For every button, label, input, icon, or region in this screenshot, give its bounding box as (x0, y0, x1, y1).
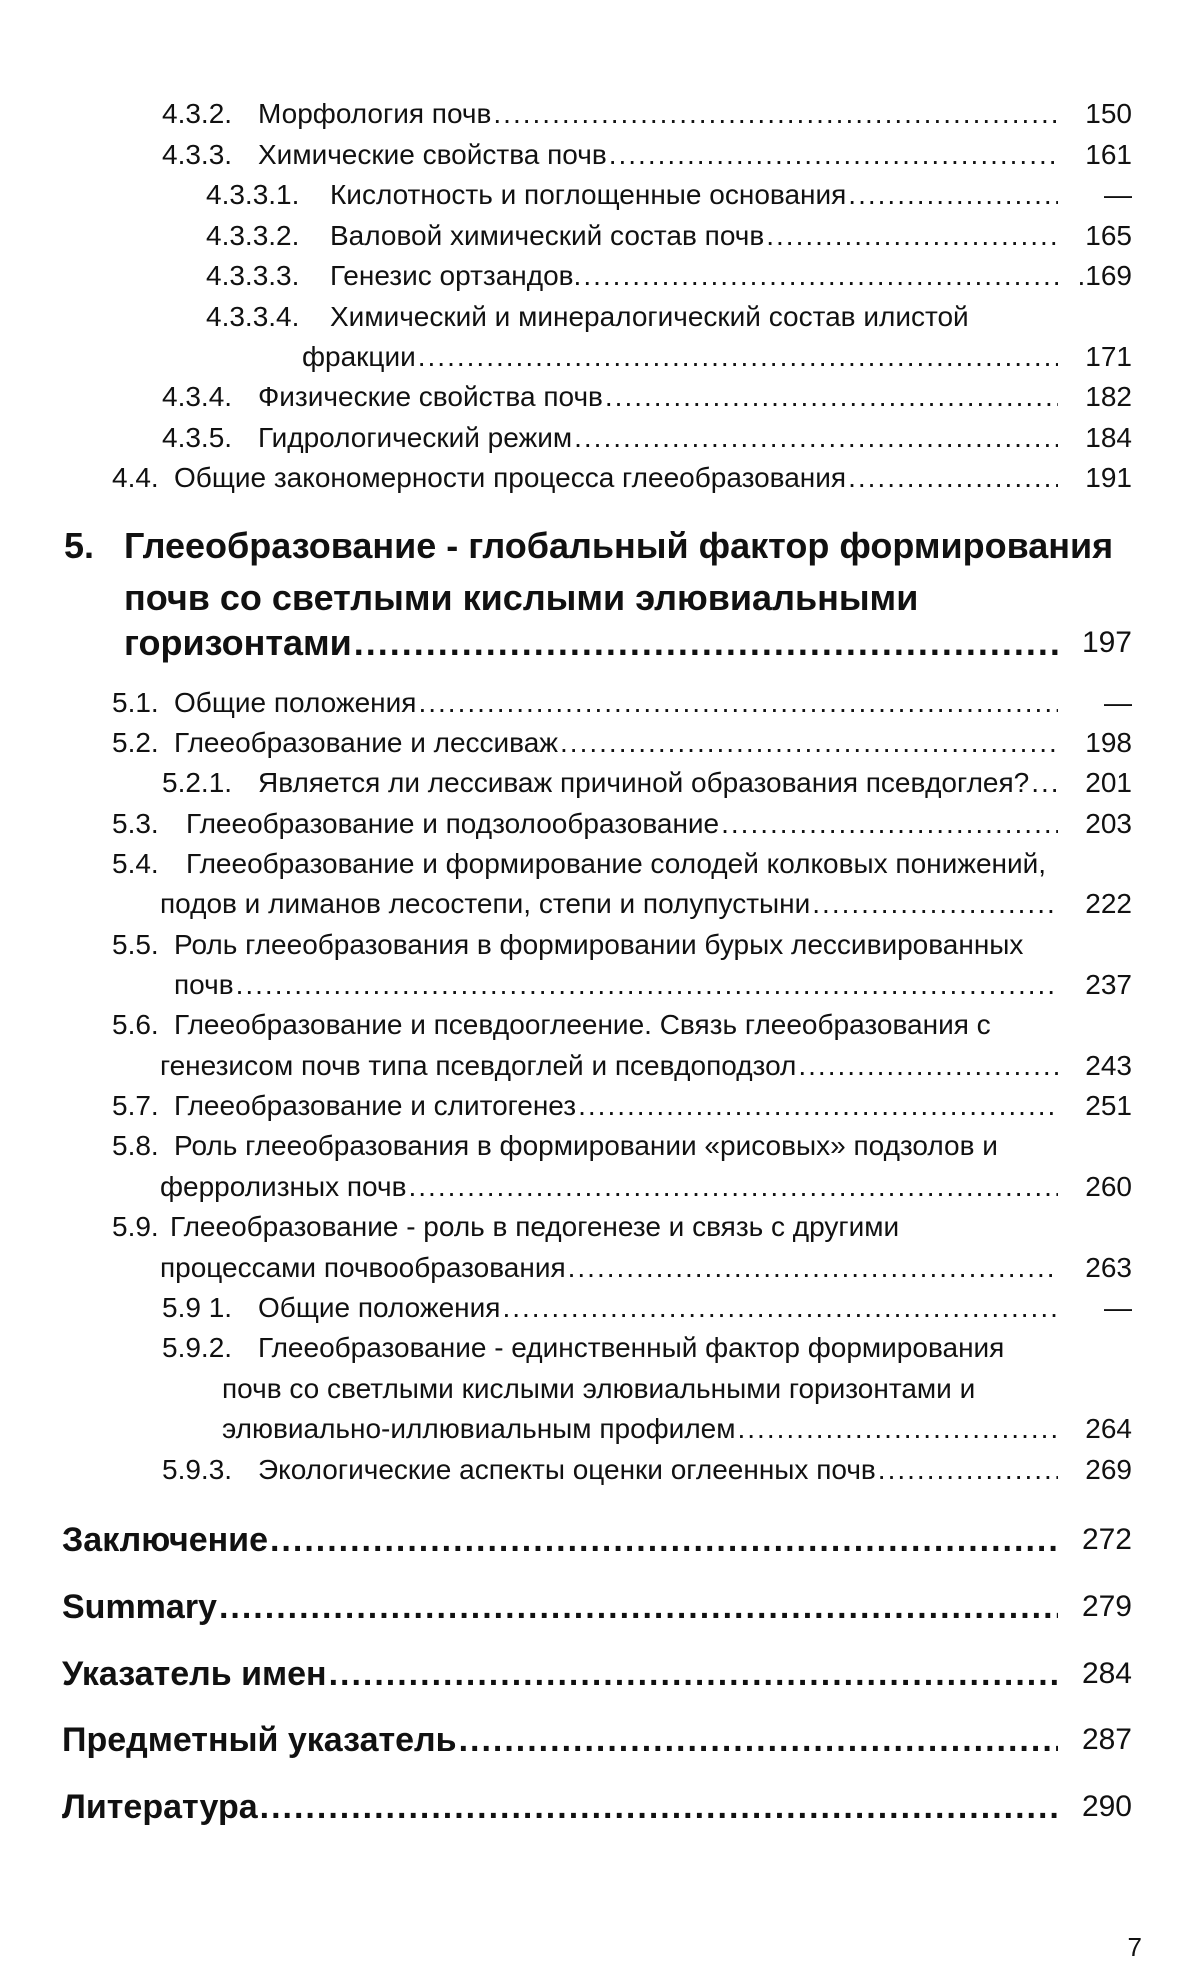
toc-page-number: 264 (1085, 1413, 1132, 1444)
dot-leader (848, 179, 1058, 211)
dot-leader (812, 888, 1058, 920)
toc-entry-title: Глееобразование и подзолообразование (186, 808, 720, 839)
toc-entry-title: почв (174, 969, 234, 1000)
toc-line (206, 256, 1058, 296)
toc-line (162, 1288, 1058, 1328)
toc-entry-number: 4.3.5. (162, 422, 233, 453)
toc-page-number: 198 (1085, 727, 1132, 758)
dot-leader (1031, 767, 1058, 799)
toc-page-number: .169 (1077, 260, 1132, 291)
toc-line (206, 216, 1058, 256)
toc-entry-title: Литература (62, 1787, 258, 1826)
dot-leader (502, 1292, 1058, 1324)
toc-entry-title: Гидрологический режим (258, 422, 573, 453)
dot-leader (260, 1788, 1058, 1827)
toc-line (162, 377, 1058, 417)
dot-leader (408, 1171, 1058, 1203)
toc-entry-title: Генезис ортзандов. (330, 260, 582, 291)
toc-entry-number: 5.1. (112, 687, 159, 718)
dot-leader (609, 139, 1058, 171)
dot-leader (418, 687, 1058, 719)
dot-leader (721, 808, 1058, 840)
toc-entry-title: Кислотность и поглощенные основания (330, 179, 847, 210)
toc-line (124, 619, 1058, 667)
toc-entry-title: Физические свойства почв (258, 381, 603, 412)
dot-leader (459, 1721, 1058, 1760)
toc-line (62, 1783, 1058, 1831)
toc-entry-number: 4.3.3.1. (206, 179, 300, 210)
toc-line (162, 1450, 1058, 1490)
toc-entry-number: 5.5. (112, 929, 159, 960)
toc-page-number: 191 (1085, 462, 1132, 493)
toc-line (160, 1167, 1058, 1207)
dot-leader (568, 1252, 1058, 1284)
toc-line (162, 763, 1058, 803)
toc-page-number: 269 (1085, 1454, 1132, 1485)
toc-entry-number: 5.9.3. (162, 1454, 233, 1485)
toc-entry-number: 4.3.3.4. (206, 301, 300, 332)
toc-page-number: 184 (1085, 422, 1132, 453)
toc-page-number: — (1104, 1292, 1132, 1323)
toc-entry-number: 5. (64, 525, 95, 566)
toc-entry-title: Валовой химический состав почв (330, 220, 765, 251)
toc-page-number: 243 (1085, 1050, 1132, 1081)
page-number: 7 (1127, 1932, 1142, 1962)
toc-entry-title: почв со светлыми кислыми элювиальными (124, 577, 919, 618)
toc-entry-title: горизонтами (124, 622, 352, 663)
toc-entry-title: Summary (62, 1587, 217, 1626)
toc-entry-number: 5.6. (112, 1009, 159, 1040)
toc-entry-title: Глееобразование и псевдооглеение. Связь глееобразования с (174, 1009, 991, 1040)
dot-leader (219, 1588, 1058, 1627)
toc-entry-title: фракции (302, 341, 416, 372)
toc-line (62, 1583, 1058, 1631)
toc-page-number: 171 (1085, 341, 1132, 372)
toc-entry-title: Глееобразование - единственный фактор формирования (258, 1332, 1005, 1363)
toc-page-number: 197 (1081, 626, 1132, 659)
toc-entry-number: 5.3. (112, 808, 159, 839)
toc-entry-title: ферролизных почв (160, 1171, 407, 1202)
toc-entry-title: Роль глееобразования в формировании бурых лессивированных (174, 929, 1024, 960)
toc-line (112, 925, 1058, 965)
toc-page-number: 251 (1085, 1090, 1132, 1121)
dot-leader (848, 462, 1058, 494)
toc-entry-title: Химические свойства почв (258, 139, 607, 170)
toc-entry-title: Глееобразование и лессиваж (174, 727, 559, 758)
toc-line (62, 1516, 1058, 1564)
dot-leader (270, 1521, 1058, 1560)
toc-page-number: 165 (1085, 220, 1132, 251)
toc-page-number: 150 (1085, 98, 1132, 129)
toc-entry-number: 4.3.4. (162, 381, 233, 412)
toc-entry-title: почв со светлыми кислыми элювиальными горизонтами и (222, 1373, 976, 1404)
toc-page-number: 272 (1081, 1523, 1132, 1556)
toc-line (162, 418, 1058, 458)
dot-leader (766, 220, 1058, 252)
toc-line (222, 1369, 1058, 1409)
toc-page-number: 287 (1081, 1723, 1132, 1756)
dot-leader (878, 1454, 1058, 1486)
toc-entry-title: Химический и минералогический состав илистой (330, 301, 969, 332)
dot-leader (583, 260, 1058, 292)
toc-entry-title: Указатель имен (62, 1654, 327, 1693)
toc-entry-title: Глееобразование и формирование солодей колковых понижений, (186, 848, 1047, 879)
toc-entry-number: 4.3.3. (162, 139, 233, 170)
toc-entry-title: Глееобразование и слитогенез (174, 1090, 577, 1121)
toc-line (112, 1207, 1058, 1247)
toc-line (62, 1650, 1058, 1698)
toc-entry-number: 4.4. (112, 462, 159, 493)
toc-entry-title: Заключение (62, 1520, 268, 1559)
dot-leader (236, 969, 1058, 1001)
toc-page-number: 161 (1085, 139, 1132, 170)
dot-leader (329, 1655, 1058, 1694)
dot-leader (574, 422, 1058, 454)
toc-entry-number: 4.3.3.2. (206, 220, 300, 251)
toc-page-number: 263 (1085, 1252, 1132, 1283)
toc-line (206, 175, 1058, 215)
toc-entry-title: Общие закономерности процесса глееобразования (174, 462, 847, 493)
toc-entry-title: Общие положения (258, 1292, 501, 1323)
toc-line (112, 723, 1058, 763)
toc-page-number: 182 (1085, 381, 1132, 412)
toc-entry-title: процессами почвообразования (160, 1252, 566, 1283)
toc-page-number: 260 (1085, 1171, 1132, 1202)
toc-line (206, 297, 1058, 337)
toc-line (112, 683, 1058, 723)
toc-line (162, 1328, 1058, 1368)
toc-entry-title: Роль глееобразования в формировании «рисовых» подзолов и (174, 1130, 998, 1161)
toc-line (124, 574, 1058, 622)
toc-entry-title: элювиально-иллювиальным профилем (222, 1413, 736, 1444)
toc-line (302, 337, 1058, 377)
toc-entry-title: Предметный указатель (62, 1720, 457, 1759)
toc-page-number: 284 (1081, 1657, 1132, 1690)
toc-entry-title: Морфология почв (258, 98, 492, 129)
toc-page-number: — (1104, 179, 1132, 210)
toc-entry-number: 5.9.2. (162, 1332, 233, 1363)
toc-entry-title: Глееобразование - глобальный фактор формирования (124, 525, 1114, 566)
toc-entry-number: 4.3.2. (162, 98, 233, 129)
toc-page-number: — (1104, 687, 1132, 718)
dot-leader (737, 1413, 1058, 1445)
toc-line (160, 1046, 1058, 1086)
toc-page-number: 222 (1085, 888, 1132, 919)
toc-line (222, 1409, 1058, 1449)
dot-leader (560, 727, 1058, 759)
dot-leader (578, 1090, 1058, 1122)
toc-line (162, 94, 1058, 134)
toc-entry-number: 4.3.3.3. (206, 260, 300, 291)
toc-line (112, 1086, 1058, 1126)
dot-leader (605, 381, 1058, 413)
toc-page-number: 279 (1081, 1590, 1132, 1623)
toc-entry-title: Экологические аспекты оценки оглеенных почв (258, 1454, 876, 1485)
toc-line (112, 458, 1058, 498)
toc-line (162, 135, 1058, 175)
toc-entry-title: Глееобразование - роль в педогенезе и связь с другими (170, 1211, 900, 1242)
toc-page-number: 203 (1085, 808, 1132, 839)
toc-entry-number: 5.8. (112, 1130, 159, 1161)
toc-line (112, 1126, 1058, 1166)
toc-entry-number: 5.4. (112, 848, 159, 879)
toc-entry-number: 5.7. (112, 1090, 159, 1121)
toc-entry-number: 5.2.1. (162, 767, 233, 798)
toc-line (112, 804, 1058, 844)
toc-entry-title: Является ли лессиваж причиной образования псевдоглея? (258, 767, 1030, 798)
toc-line (160, 884, 1058, 924)
toc-line (174, 965, 1058, 1005)
toc-page-number: 237 (1085, 969, 1132, 1000)
dot-leader (798, 1050, 1058, 1082)
toc-entry-title: Общие положения (174, 687, 417, 718)
toc-line (160, 1248, 1058, 1288)
toc-entry-number: 5.9. (112, 1211, 159, 1242)
dot-leader (418, 341, 1058, 373)
toc-entry-number: 5.9 1. (162, 1292, 233, 1323)
toc-entry-title: генезисом почв типа псевдоглей и псевдоподзол (160, 1050, 797, 1081)
dot-leader (493, 98, 1058, 130)
toc-entry-number: 5.2. (112, 727, 159, 758)
toc-line (112, 844, 1058, 884)
toc-entry-title: подов и лиманов лесостепи, степи и полупустыни (160, 888, 811, 919)
toc-page-number: 201 (1085, 767, 1132, 798)
toc-line (64, 522, 1114, 570)
dot-leader (354, 622, 1058, 664)
toc-line (112, 1005, 1058, 1045)
toc-page-number: 290 (1081, 1790, 1132, 1823)
toc-line (62, 1716, 1058, 1764)
